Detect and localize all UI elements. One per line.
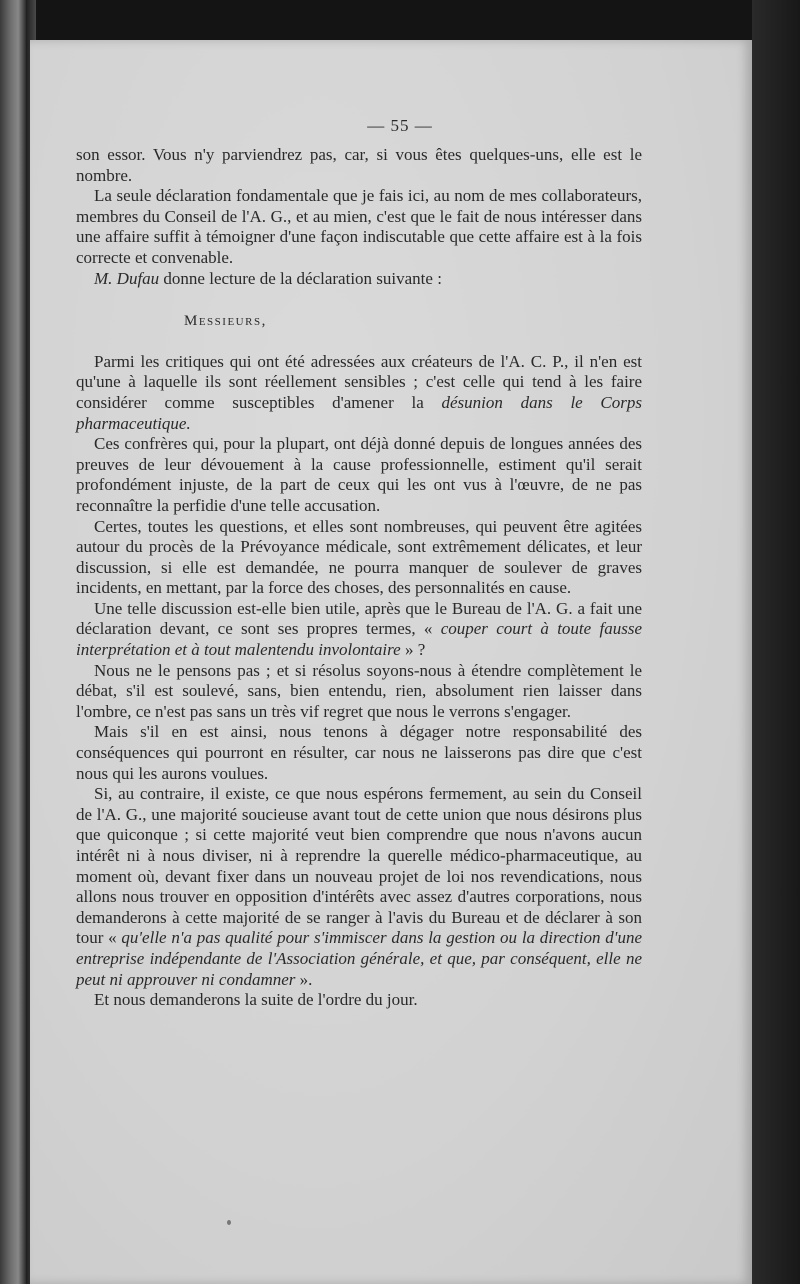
page-number: — 55 — bbox=[367, 116, 433, 135]
paragraph-mais: Mais s'il en est ainsi, nous tenons à dégager notre responsabilité des conséquences qui pourront en résulter, car nous ne laisserons pas dire que c'est nous qui les aurons voulues. bbox=[76, 722, 642, 783]
dark-background bbox=[752, 0, 800, 1284]
paragraph-si-quote: qu'elle n'a pas qualité pour s'immiscer dans la gestion ou la direction d'une entreprise indépendante de l'Association générale, et que, par conséquent, elle ne peut ni approuver ni condamner bbox=[76, 928, 642, 989]
paragraph-critiques-italic: désunion dans le Corps pharmaceutique. bbox=[76, 392, 643, 433]
paragraph-critiques bbox=[76, 352, 642, 434]
paragraph-dufau bbox=[76, 269, 642, 290]
paragraph-conclusion: Et nous demanderons la suite de l'ordre du jour. bbox=[94, 990, 418, 1010]
paragraph-discussion-quote: couper court à toute fausse interprétation et à tout malentendu involontaire bbox=[76, 619, 642, 660]
salutation: Messieurs, bbox=[184, 313, 267, 330]
paragraph-declaration: La seule déclaration fondamentale que je fais ici, au nom de mes collaborateurs, membres du Conseil de l'A. G., et au mien, c'est que le fait de nous intéresser dans une affaire suffit à témoigner d'une façon indiscutable que cette affaire est à la fois correcte et convenable. bbox=[76, 186, 642, 267]
paragraph-dufau-text: donne lecture de la déclaration suivante : bbox=[159, 268, 442, 288]
page-body bbox=[76, 145, 642, 1011]
speaker-name: M. Dufau bbox=[94, 268, 160, 288]
book-binding-edge bbox=[0, 0, 26, 1284]
paragraph-nous: Nous ne le pensons pas ; et si résolus soyons-nous à étendre complètement le débat, s'il est soulevé, sans, bien entendu, rien, absolument rien laisser dans l'ombre, ce n'est pas sans un très vif regret que nous le verrons s'engager. bbox=[76, 660, 642, 721]
paragraph-si bbox=[76, 784, 642, 990]
paragraph-critiques-text: Parmi les critiques qui ont été adressées aux créateurs de l'A. C. P., il n'en est qu'une à laquelle ils sont réellement sensibles ; c'est celle qui tend à les faire considérer comme susceptibles d'amener la bbox=[76, 351, 642, 412]
paragraph-confreres: Ces confrères qui, pour la plupart, ont déjà donné depuis de longues années des preuves de leur dévouement à la cause professionnelle, estiment qu'il serait profondément injuste, de la part de ceux qui les ont vus à l'œuvre, de ne pas reconnaître la perfidie d'une telle accusation. bbox=[76, 434, 642, 515]
paragraph-continuation: son essor. Vous n'y parviendrez pas, car, si vous êtes quelques-uns, elle est le nombre. bbox=[76, 145, 642, 185]
paragraph-discussion-end: » ? bbox=[400, 640, 426, 660]
paragraph-certes: Certes, toutes les questions, et elles sont nombreuses, qui peuvent être agitées autour du procès de la Prévoyance médicale, sont extrêmement délicates, et leur discussion, si elle est demandée, ne pourra manquer de soulever de graves incidents, en mettant, par la force des choses, des personnalités en cause. bbox=[76, 516, 642, 598]
paragraph-si-text: Si, au contraire, il existe, ce que nous espérons fermement, au sein du Conseil de l'A. G., une majorité soucieuse avant tout de cette union que nous désirons plus que quiconque ; si cette majorité veut bien comprendre que nous n'avons aucun intérêt ni à nous diviser, ni à reprendre la querelle médico-pharmaceutique, au moment où, devant fixer dans un nouveau projet de loi nos revendications, nous allons nous trouver en opposition d'intérêts avec assez d'autres corporations, nous demanderons à cette majorité de se ranger à l'avis du Bureau et de déclarer à son tour « bbox=[76, 784, 642, 948]
paragraph-discussion-text: Une telle discussion est-elle bien utile, après que le Bureau de l'A. G. a fait une déclaration devant, ce sont ses propres termes, « bbox=[76, 598, 642, 639]
paragraph-discussion bbox=[76, 599, 642, 661]
paragraph-si-end: ». bbox=[295, 969, 313, 989]
paper-speck bbox=[227, 1220, 231, 1225]
